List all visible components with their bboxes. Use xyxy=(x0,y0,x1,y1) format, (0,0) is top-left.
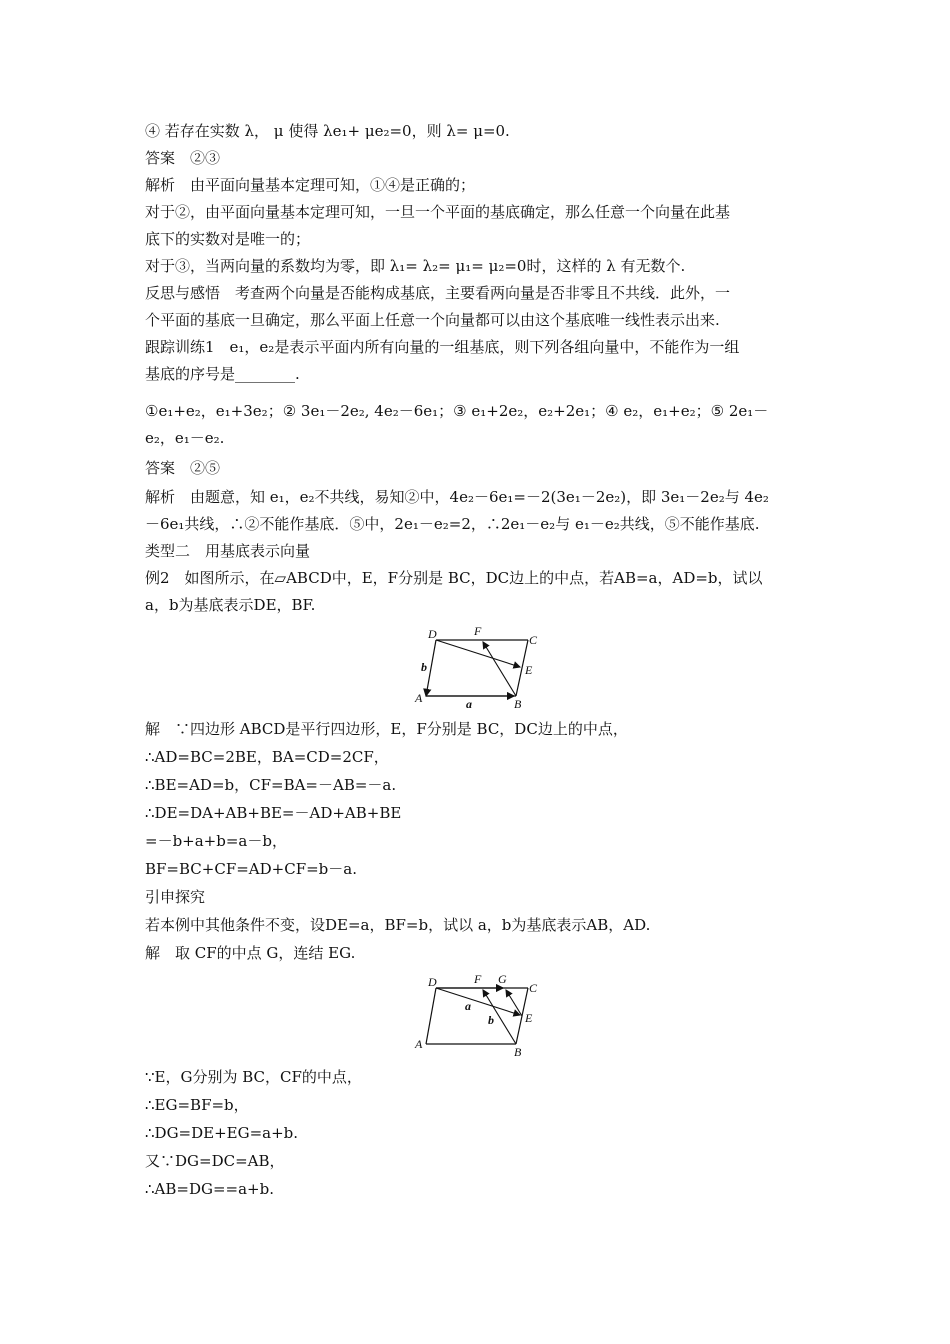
point-label-a: A xyxy=(415,691,423,705)
point-label-g: G xyxy=(498,972,507,986)
text-line: ∴EG=BF=b， xyxy=(145,1096,249,1114)
text-line: 又∵DG=DC=AB， xyxy=(145,1152,285,1170)
text-line: 个平面的基底一旦确定，那么平面上任意一个向量都可以由这个基底唯一线性表示出来. xyxy=(145,311,720,329)
text-line: ①e₁+e₂，e₁+3e₂；② 3e₁－2e₂, 4e₂－6e₁；③ e₁+2e₂，e₂+2e₁；④ e₂，e₁+e₂；⑤ 2e₁－ xyxy=(145,402,769,420)
vector-label-b: b xyxy=(421,660,427,674)
text-line: 跟踪训练1 e₁，e₂是表示平面内所有向量的一组基底，则下列各组向量中，不能作为一组 xyxy=(145,338,740,356)
vector-de xyxy=(436,640,520,667)
point-label-f: F xyxy=(474,624,482,638)
text-line: 对于②，由平面向量基本定理可知，一旦一个平面的基底确定，那么任意一个向量在此基 xyxy=(145,203,731,221)
text-line: 解析 由平面向量基本定理可知，①④是正确的； xyxy=(145,176,476,194)
text-line: ④ 若存在实数 λ， μ 使得 λe₁+ μe₂=0，则 λ= μ=0. xyxy=(145,122,510,140)
text-line: ∴AB=DG==a+b. xyxy=(145,1180,274,1198)
section-heading: 引申探究 xyxy=(145,888,206,906)
side-da xyxy=(426,988,436,1044)
text-line: 若本例中其他条件不变，设DE=a，BF=b，试以 a，b为基底表示AB，AD. xyxy=(145,916,651,934)
point-label-f: F xyxy=(474,972,482,986)
vector-label-b: b xyxy=(488,1013,494,1027)
point-label-d: D xyxy=(428,627,437,641)
text-line: ∵E，G分别为 BC，CF的中点， xyxy=(145,1068,362,1086)
text-line: ∴BE=AD=b，CF=BA=－AB=－a. xyxy=(145,776,397,794)
text-line: ∴DG=DE+EG=a+b. xyxy=(145,1124,299,1142)
point-label-d: D xyxy=(428,975,437,989)
text-line: 答案 ②⑤ xyxy=(145,459,221,477)
text-line: 反思与感悟 考查两个向量是否能构成基底，主要看两向量是否非零且不共线．此外，一 xyxy=(145,284,731,302)
point-label-e: E xyxy=(525,1011,533,1025)
text-line: 解 取 CF的中点 G，连结 EG. xyxy=(145,944,356,962)
text-line: －6e₁共线，∴②不能作基底．⑤中，2e₁－e₂=2，∴2e₁－e₂与 e₁－e₂共线，⑤不能作基底. xyxy=(145,515,760,533)
text-line: BF=BC+CF=AD+CF=b－a. xyxy=(145,860,357,878)
text-line: 答案 ②③ xyxy=(145,149,221,167)
parallelogram-figure-1 xyxy=(408,624,538,710)
text-line: a，b为基底表示DE，BF. xyxy=(145,596,316,614)
text-line: ∴DE=DA+AB+BE=－AD+AB+BE xyxy=(145,804,402,822)
vector-label-a: a xyxy=(465,999,471,1013)
point-label-c: C xyxy=(529,633,538,647)
point-label-e: E xyxy=(525,663,533,677)
point-label-a: A xyxy=(415,1037,423,1051)
text-line: 对于③，当两向量的系数均为零，即 λ₁= λ₂= μ₁= μ₂=0时，这样的 λ 有无数个. xyxy=(145,257,686,275)
text-line: 例2 如图所示，在▱ABCD中，E，F分别是 BC，DC边上的中点，若AB=a，AD=b，试以 xyxy=(145,569,763,587)
text-line: 解析 由题意，知 e₁，e₂不共线，易知②中，4e₂－6e₁=－2(3e₁－2e₂)，即 3e₁－2e₂与 4e₂ xyxy=(145,488,769,506)
text-line: 底下的实数对是唯一的； xyxy=(145,230,311,248)
vector-label-a: a xyxy=(466,697,472,710)
side-da xyxy=(426,640,436,696)
text-line: ∴AD=BC=2BE，BA=CD=2CF， xyxy=(145,748,389,766)
point-label-b: B xyxy=(514,1045,522,1058)
point-label-b: B xyxy=(514,697,522,710)
text-line: 解 ∵四边形 ABCD是平行四边形，E，F分别是 BC，DC边上的中点， xyxy=(145,720,628,738)
vector-bf xyxy=(483,642,516,696)
text-line: e₂，e₁－e₂. xyxy=(145,429,225,447)
section-heading: 类型二 用基底表示向量 xyxy=(145,542,311,560)
parallelogram-figure-2 xyxy=(408,972,538,1058)
text-line: =－b+a+b=a－b， xyxy=(145,832,287,850)
point-label-c: C xyxy=(529,981,538,995)
vector-eg xyxy=(506,990,522,1016)
text-line: 基底的序号是________. xyxy=(145,365,300,383)
figure-2-svg xyxy=(408,972,538,1058)
figure-1-svg xyxy=(408,624,538,710)
